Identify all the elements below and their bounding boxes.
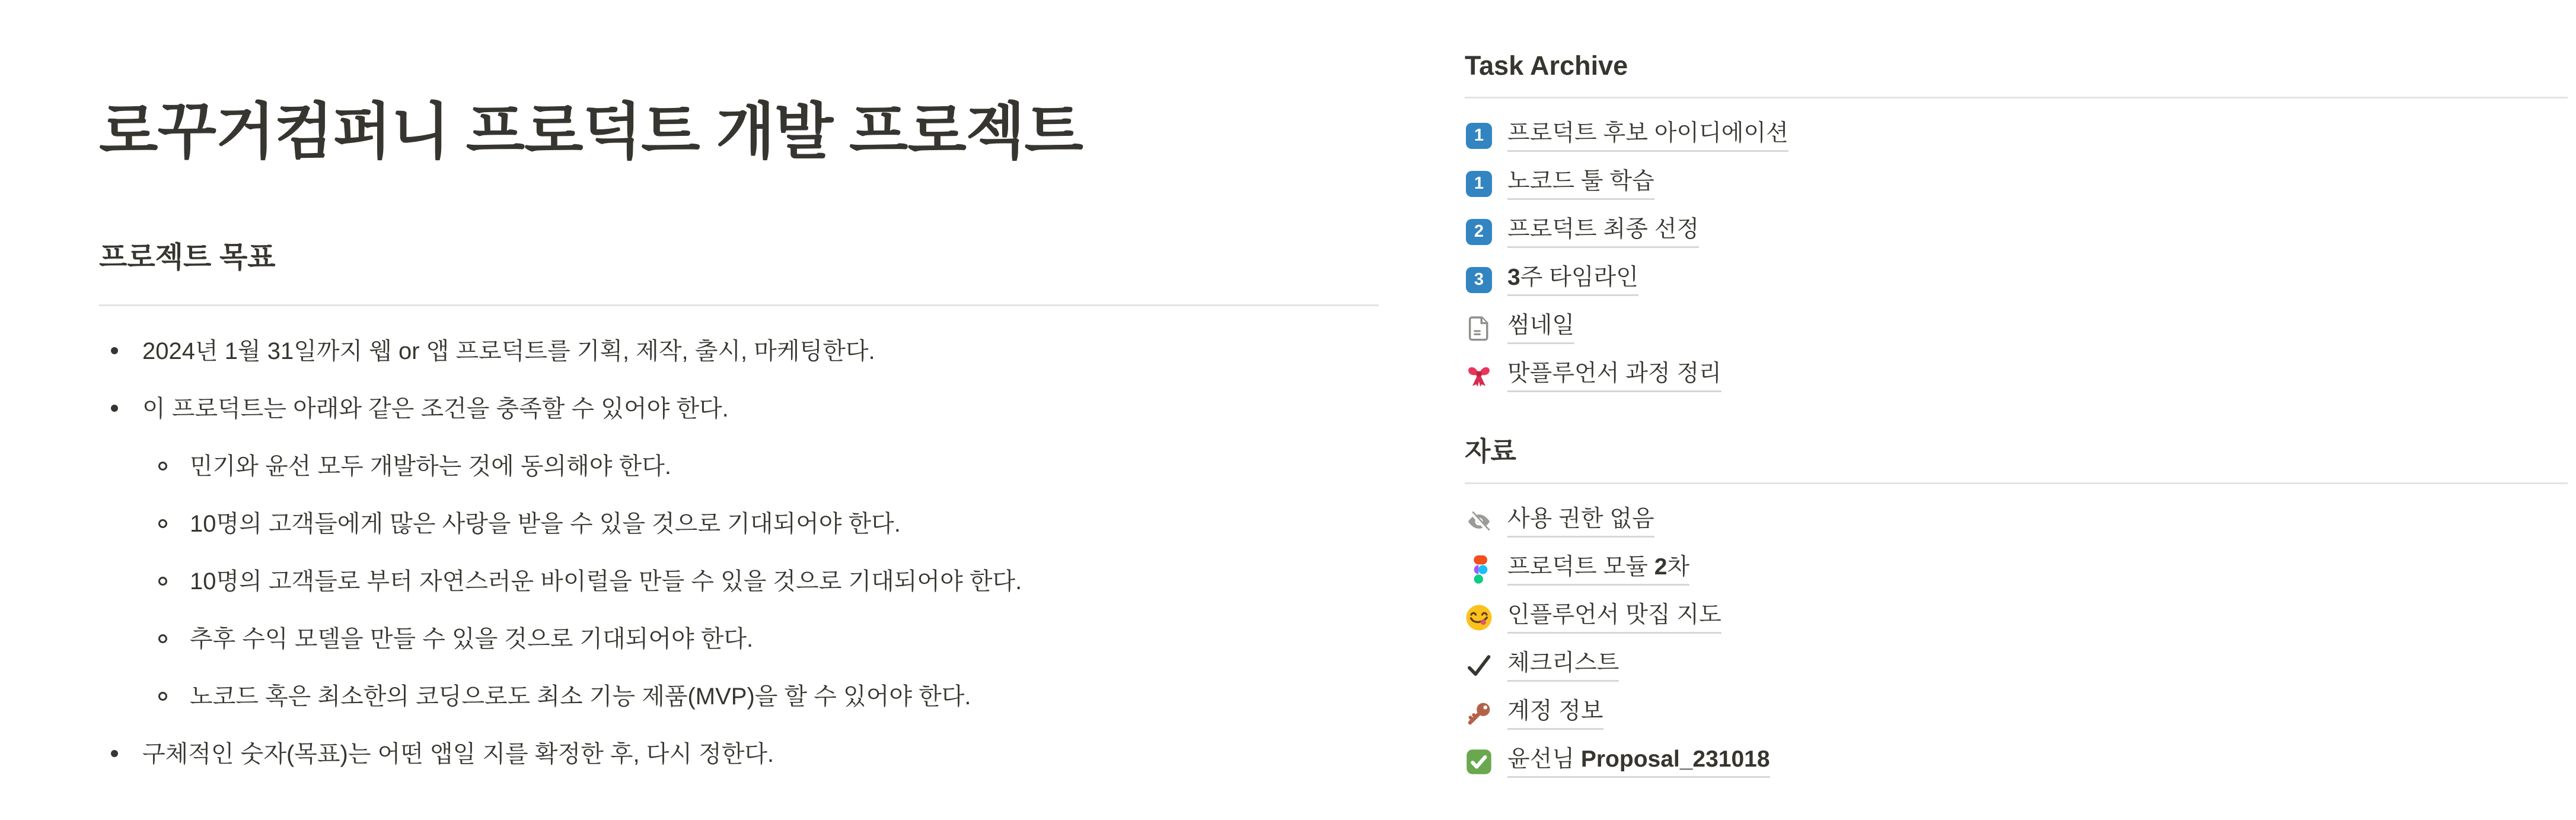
bullet-marker (111, 405, 118, 412)
page-link-item[interactable] (1465, 593, 2576, 641)
page-link-text[interactable]: 프로덕트 후보 아이디에이션 (1507, 120, 1788, 152)
page-link-text[interactable]: 맛플루언서 과정 정리 (1507, 360, 1721, 392)
bullet-text: 민기와 윤선 모두 개발하는 것에 동의해야 한다. (190, 453, 671, 479)
key-icon (1465, 700, 1493, 728)
link-list (1465, 497, 2576, 786)
numbered-badge: 3 (1466, 267, 1492, 293)
page-link-text[interactable]: 사용 권한 없음 (1507, 506, 1654, 538)
figma-logo-icon (1465, 555, 1493, 584)
list-item (99, 626, 1380, 652)
list-item (99, 338, 1380, 364)
page-link-item[interactable] (1465, 689, 2576, 738)
bullet-marker (158, 692, 167, 701)
page-link-item[interactable] (1465, 641, 2576, 689)
bullet-marker (158, 577, 167, 586)
page-link-item[interactable] (1465, 352, 2576, 400)
page-link-item[interactable] (1465, 112, 2576, 160)
page-title: 로꾸거컴퍼니 프로덕트 개발 프로젝트 (99, 97, 1083, 166)
keycap-blue-icon (1465, 170, 1493, 198)
bullet-marker (158, 519, 167, 528)
numbered-badge: 2 (1466, 219, 1492, 245)
section-heading: 자료 (1465, 436, 1516, 466)
bullet-text: 2024년 1월 31일까지 웹 or 앱 프로덕트를 기획, 제작, 출시, 마케팅한다. (142, 338, 875, 364)
ribbon-bow-icon (1465, 362, 1493, 390)
bullet-text: 추후 수익 모델을 만들 수 있을 것으로 기대되어야 한다. (190, 625, 754, 652)
page-link-text[interactable]: 노코드 툴 학습 (1507, 168, 1654, 200)
page-link-item[interactable] (1465, 160, 2576, 208)
check-green-box-icon (1465, 748, 1493, 776)
bullet-text: 노코드 혹은 최소한의 코딩으로도 최소 기능 제품(MVP)을 할 수 있어야 한다. (190, 683, 971, 710)
section-heading: Task Archive (1465, 50, 1628, 81)
page-link-text[interactable]: 인플루언서 맛집 지도 (1507, 602, 1721, 634)
page-link-text[interactable]: 프로덕트 최종 선정 (1507, 216, 1699, 248)
page-link-text[interactable]: 썸네일 (1507, 312, 1574, 344)
list-item (99, 741, 1380, 767)
page-link-text[interactable]: 계정 정보 (1507, 698, 1603, 730)
page-link-item[interactable] (1465, 256, 2576, 304)
page-link-item[interactable] (1465, 738, 2576, 786)
bullet-marker (111, 750, 118, 757)
keycap-blue-icon (1465, 218, 1493, 246)
bullet-marker (158, 634, 167, 643)
divider (1465, 97, 2568, 98)
list-item (99, 684, 1380, 710)
bullet-text: 10명의 고객들로 부터 자연스러운 바이럴을 만들 수 있을 것으로 기대되어야 한다. (190, 568, 1022, 595)
goal-list (99, 338, 1380, 767)
bullet-text: 10명의 고객들에게 많은 사랑을 받을 수 있을 것으로 기대되어야 한다. (190, 510, 901, 537)
page-link-text[interactable]: 프로덕트 모듈 2차 (1507, 554, 1689, 586)
list-item (99, 568, 1380, 595)
keycap-blue-icon (1465, 122, 1493, 150)
page-link-item[interactable] (1465, 497, 2576, 545)
page-icon (1465, 314, 1493, 342)
page-link-text[interactable]: 윤선님 Proposal_231018 (1507, 746, 1770, 778)
page-link-item[interactable] (1465, 545, 2576, 593)
eye-slash-icon (1465, 507, 1493, 536)
page-link-text[interactable]: 3주 타임라인 (1507, 264, 1638, 296)
keycap-blue-icon (1465, 266, 1493, 294)
sidebar-content (1465, 0, 2576, 786)
numbered-badge: 1 (1466, 171, 1492, 197)
bullet-marker (111, 347, 118, 354)
check-mark-icon (1465, 651, 1493, 680)
right-section (1465, 50, 2576, 400)
list-item (99, 453, 1380, 479)
list-item (99, 396, 1380, 422)
tongue-face-icon (1465, 603, 1493, 632)
divider (1465, 482, 2568, 484)
link-list (1465, 112, 2576, 400)
page-link-item[interactable] (1465, 304, 2576, 352)
list-item (99, 511, 1380, 537)
page-link-item[interactable] (1465, 208, 2576, 256)
bullet-marker (158, 462, 167, 471)
divider (99, 304, 1379, 306)
bullet-text: 이 프로덕트는 아래와 같은 조건을 충족할 수 있어야 한다. (142, 395, 729, 422)
section-heading-goals: 프로젝트 목표 (99, 241, 276, 274)
numbered-badge: 1 (1466, 123, 1492, 149)
main-content (99, 0, 1380, 799)
bullet-text: 구체적인 숫자(목표)는 어떤 앱일 지를 확정한 후, 다시 정한다. (142, 740, 774, 767)
right-section (1465, 436, 2576, 786)
page-link-text[interactable]: 체크리스트 (1507, 650, 1619, 682)
